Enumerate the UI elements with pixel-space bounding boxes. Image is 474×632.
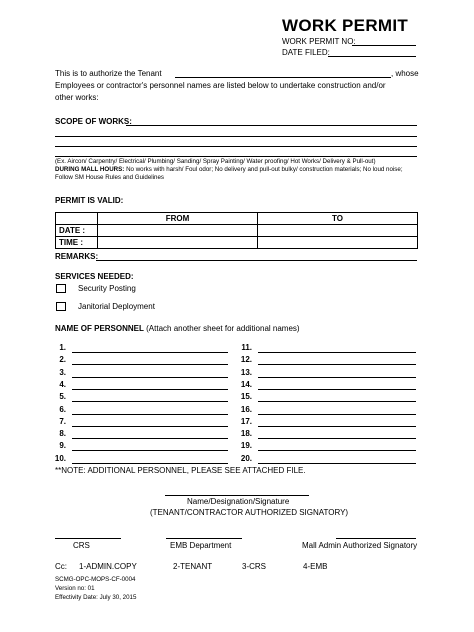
mall-hours-line <box>55 166 403 173</box>
personnel-number: 10. <box>54 453 66 463</box>
personnel-name-field[interactable] <box>258 389 416 390</box>
personnel-number: 17. <box>240 416 252 426</box>
scope-of-works-label: SCOPE OF WORKS: <box>55 117 132 126</box>
personnel-name-field[interactable] <box>72 438 228 439</box>
cc-emb: 4-EMB <box>303 562 328 571</box>
intro-text-line3: other works: <box>55 93 99 102</box>
personnel-name-field[interactable] <box>72 364 228 365</box>
crs-label: CRS <box>73 541 90 550</box>
effectivity-date: Effectivity Date: July 30, 2015 <box>55 594 137 601</box>
validity-time-from-cell[interactable] <box>98 237 258 249</box>
remarks-label: REMARKS: <box>55 252 99 261</box>
personnel-number: 20. <box>240 453 252 463</box>
remarks-field[interactable] <box>96 260 417 261</box>
cc-crs: 3-CRS <box>242 562 267 571</box>
document-title: WORK PERMIT <box>282 16 409 35</box>
scope-line-2[interactable] <box>55 136 417 137</box>
personnel-number: 4. <box>59 379 66 389</box>
permit-number-label: WORK PERMIT NO: <box>282 37 356 46</box>
validity-from-header: FROM <box>98 213 258 225</box>
signatory-caption: (TENANT/CONTRACTOR AUTHORIZED SIGNATORY) <box>150 508 349 517</box>
permit-number-field[interactable] <box>352 45 416 46</box>
personnel-number: 15. <box>240 392 252 402</box>
personnel-name-field[interactable] <box>258 450 416 451</box>
validity-time-to-cell[interactable] <box>258 237 418 249</box>
personnel-name-field[interactable] <box>72 450 228 451</box>
mall-admin-signature-line[interactable] <box>336 538 416 539</box>
cc-label: Cc: <box>55 562 67 571</box>
personnel-name-field[interactable] <box>258 414 416 415</box>
personnel-number: 8. <box>59 429 66 439</box>
personnel-number: 11. <box>241 343 252 352</box>
personnel-number: 3. <box>59 367 66 377</box>
intro-text-start: This is to authorize the Tenant <box>55 69 162 78</box>
intro-text-end: , whose <box>391 69 419 78</box>
validity-date-label: DATE : <box>56 225 98 237</box>
permit-valid-label: PERMIT IS VALID: <box>55 196 124 205</box>
validity-time-label: TIME : <box>56 237 98 249</box>
personnel-number: 6. <box>59 404 66 414</box>
form-code: SCMG-OPC-MOPS-CF-0004 <box>55 576 136 583</box>
emb-label: EMB Department <box>170 541 232 550</box>
personnel-name-field[interactable] <box>72 401 228 402</box>
personnel-name-field[interactable] <box>72 389 228 390</box>
date-filed-label: DATE FILED: <box>282 48 330 57</box>
personnel-name-field[interactable] <box>72 426 228 427</box>
signature-caption: Name/Designation/Signature <box>187 497 290 506</box>
services-needed-label: SERVICES NEEDED: <box>55 272 134 281</box>
mall-hours-text: No works with harsh/ Foul odor; No delivery and pull-out bulky/ construction materials; No loud noise; <box>126 166 403 173</box>
security-posting-label: Security Posting <box>78 284 136 293</box>
house-rules-text: Follow SM House Rules and Guidelines <box>55 174 165 181</box>
personnel-name-field[interactable] <box>258 352 416 353</box>
mall-admin-label: Mall Admin Authorized Signatory <box>302 541 418 550</box>
validity-date-to-cell[interactable] <box>258 225 418 237</box>
personnel-name-field[interactable] <box>258 364 416 365</box>
personnel-name-field[interactable] <box>72 352 228 353</box>
validity-header-blank <box>56 213 98 225</box>
personnel-heading <box>55 324 300 333</box>
personnel-number: 5. <box>59 392 66 402</box>
personnel-number: 13. <box>240 367 252 377</box>
personnel-number: 1. <box>59 343 66 352</box>
personnel-number: 16. <box>240 404 252 414</box>
tenant-signature-line[interactable] <box>165 495 309 496</box>
personnel-name-field[interactable] <box>258 426 416 427</box>
scope-examples: (Ex. Aircon/ Carpentry/ Electrical/ Plumbing/ Sanding/ Spray Painting/ Water proofing/ Hot Works/ Delivery & Pull-out) <box>55 158 376 165</box>
personnel-name-field[interactable] <box>72 414 228 415</box>
validity-table <box>55 212 418 249</box>
janitorial-deployment-checkbox[interactable] <box>56 302 66 311</box>
date-filed-field[interactable] <box>328 56 416 57</box>
mall-hours-label: DURING MALL HOURS: <box>55 166 125 173</box>
personnel-number: 2. <box>59 355 66 365</box>
personnel-note: (Attach another sheet for additional names) <box>146 324 300 333</box>
security-posting-checkbox[interactable] <box>56 284 66 293</box>
personnel-number: 7. <box>59 416 66 426</box>
validity-date-from-cell[interactable] <box>98 225 258 237</box>
personnel-label: NAME OF PERSONNEL <box>55 324 144 333</box>
personnel-name-field[interactable] <box>258 438 416 439</box>
scope-line-1[interactable] <box>126 125 417 126</box>
intro-text-line2: Employees or contractor's personnel names are listed below to undertake construction and/or <box>55 81 386 90</box>
personnel-number: 18. <box>240 429 252 439</box>
version-number: Version no: 01 <box>55 585 95 592</box>
scope-line-3[interactable] <box>55 146 417 147</box>
personnel-name-field[interactable] <box>258 463 416 464</box>
tenant-name-field[interactable] <box>175 77 391 78</box>
crs-signature-line[interactable] <box>55 538 121 539</box>
personnel-number: 9. <box>59 441 66 451</box>
personnel-name-field[interactable] <box>72 377 228 378</box>
validity-to-header: TO <box>258 213 418 225</box>
personnel-number: 12. <box>240 355 252 365</box>
personnel-name-field[interactable] <box>258 377 416 378</box>
additional-personnel-note: **NOTE: ADDITIONAL PERSONNEL, PLEASE SEE ATTACHED FILE. <box>55 466 306 475</box>
personnel-name-field[interactable] <box>72 463 228 464</box>
janitorial-deployment-label: Janitorial Deployment <box>78 302 155 311</box>
personnel-number: 14. <box>240 379 252 389</box>
cc-tenant: 2-TENANT <box>173 562 213 571</box>
scope-line-4[interactable] <box>55 156 417 157</box>
cc-admin-copy: 1-ADMIN.COPY <box>79 562 137 571</box>
personnel-name-field[interactable] <box>258 401 416 402</box>
personnel-number: 19. <box>240 441 252 451</box>
emb-signature-line[interactable] <box>166 538 242 539</box>
